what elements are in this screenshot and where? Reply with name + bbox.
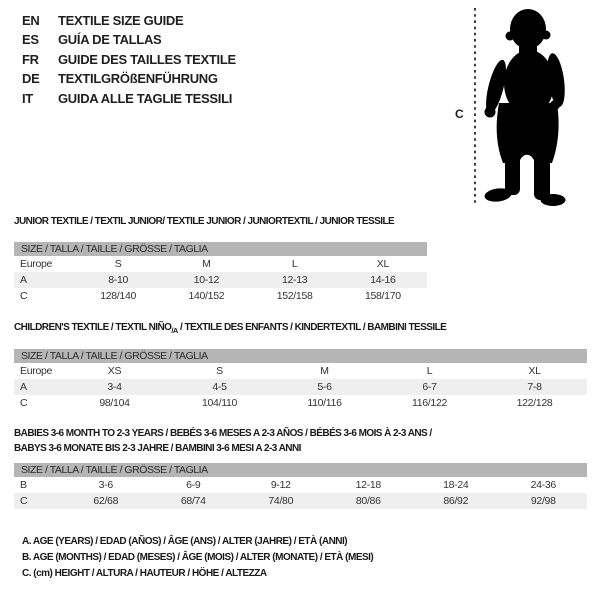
- title-part: CHILDREN'S TEXTILE / TEXTIL NIÑO: [14, 322, 172, 333]
- footnote-c: C. (cm) HEIGHT / ALTURA / HAUTEUR / HÖHE / ALTEZZA: [22, 568, 267, 580]
- lang-row-fr: [22, 50, 236, 69]
- table-row: [14, 493, 587, 509]
- table-cell: 8-10: [108, 274, 129, 286]
- table-cell: 3-4: [107, 381, 122, 393]
- lang-title: GUIDE DES TAILLES TEXTILE: [58, 51, 236, 67]
- footnote-b: B. AGE (MONTHS) / EDAD (MESES) / ÂGE (MOIS) / ALTER (MONATE) / ETÀ (MESI): [22, 552, 374, 564]
- table-row: [14, 395, 587, 411]
- table-cell: 62/68: [93, 495, 119, 507]
- lang-row-es: [22, 30, 236, 49]
- language-title-list: [22, 11, 236, 108]
- footnote-legend: [22, 534, 373, 583]
- table-cell: M: [320, 365, 329, 377]
- table-cell: 9-12: [270, 479, 291, 491]
- lang-title: TEXTILE SIZE GUIDE: [58, 13, 184, 28]
- size-header-bar: SIZE / TALLA / TAILLE / GRÖSSE / TAGLIA: [14, 242, 427, 256]
- table-cell: XS: [107, 365, 122, 377]
- row-label: Europe: [20, 258, 53, 270]
- lang-code: ES: [22, 32, 39, 48]
- table-cell: 14-16: [370, 274, 396, 286]
- table-cell: 152/158: [276, 290, 313, 302]
- table-row: [14, 477, 587, 493]
- table-cell: 158/170: [364, 290, 401, 302]
- table-cell: XL: [376, 258, 389, 270]
- table-row: [14, 272, 427, 288]
- row-label: C: [20, 290, 28, 302]
- table-cell: 86/92: [443, 495, 469, 507]
- table-title: [14, 322, 587, 337]
- size-header-bar: SIZE / TALLA / TAILLE / GRÖSSE / TAGLIA: [14, 463, 587, 477]
- table-cell: 110/116: [307, 397, 342, 409]
- lang-title: TEXTILGRÖßENFÜHRUNG: [58, 71, 218, 87]
- lang-code: EN: [22, 13, 40, 28]
- table-row: [14, 288, 427, 304]
- title-subscript: /A: [171, 326, 178, 335]
- row-label: C: [20, 495, 28, 507]
- table-cell: 6-7: [422, 381, 437, 393]
- table-cell: 5-6: [317, 381, 332, 393]
- table-cell: 98/104: [99, 397, 130, 409]
- table-cell: 68/74: [180, 495, 206, 507]
- row-label: A: [20, 381, 27, 393]
- lang-title: GUÍA DE TALLAS: [58, 32, 162, 48]
- table-title: JUNIOR TEXTILE / TEXTIL JUNIOR/ TEXTILE JUNIOR / JUNIORTEXTIL / JUNIOR TESSILE: [14, 216, 395, 227]
- footnote-a: A. AGE (YEARS) / EDAD (AÑOS) / ÂGE (ANS) / ALTER (JAHRE) / ETÀ (ANNI): [22, 536, 348, 547]
- table-cell: 104/110: [201, 397, 238, 409]
- table-cell: M: [202, 258, 211, 270]
- table-cell: 12-18: [355, 479, 381, 491]
- toddler-silhouette: [479, 5, 569, 207]
- table-cell: 7-8: [527, 381, 542, 393]
- table-cell: 18-24: [443, 479, 469, 491]
- table-cell: XL: [528, 365, 541, 377]
- height-measure-label: C: [455, 107, 464, 121]
- lang-row-de: [22, 69, 236, 88]
- row-label: A: [20, 274, 27, 286]
- row-label: C: [20, 397, 28, 409]
- lang-code: IT: [22, 90, 33, 106]
- table-title: BABIES 3-6 MONTH TO 2-3 YEARS / BEBÉS 3-6 MESES A 2-3 AÑOS / BÉBÉS 3-6 MOIS À 2-3 ANS /: [14, 428, 432, 439]
- lang-row-en: [22, 11, 236, 30]
- row-label: B: [20, 479, 27, 491]
- lang-code: DE: [22, 71, 40, 87]
- table-cell: 10-12: [193, 274, 220, 286]
- lang-title: GUIDA ALLE TAGLIE TESSILI: [58, 90, 233, 106]
- table-cell: 140/152: [188, 290, 225, 302]
- table-cell: 116/122: [411, 397, 448, 409]
- junior-size-table: [14, 216, 427, 304]
- height-dashed-line: [473, 8, 477, 206]
- table-cell: L: [426, 365, 433, 377]
- children-size-table: [14, 322, 587, 411]
- table-cell: 80/86: [355, 495, 381, 507]
- title-part: / TEXTILE DES ENFANTS / KINDERTEXTIL / BAMBINI TESSILE: [177, 322, 447, 333]
- row-label: Europe: [20, 365, 53, 377]
- table-cell: S: [114, 258, 122, 270]
- table-row: [14, 256, 427, 272]
- table-cell: 74/80: [268, 495, 294, 507]
- babies-size-table: [14, 427, 587, 509]
- table-row: [14, 379, 587, 395]
- table-cell: 6-9: [186, 479, 201, 491]
- table-row: [14, 363, 587, 379]
- table-title-line2: BABYS 3-6 MONATE BIS 2-3 JAHRE / BAMBINI 3-6 MESI A 2-3 ANNI: [14, 442, 301, 454]
- lang-row-it: [22, 89, 236, 108]
- table-cell: L: [291, 258, 298, 270]
- lang-code: FR: [22, 51, 39, 67]
- table-cell: 24-36: [530, 479, 556, 491]
- table-cell: 128/140: [100, 290, 137, 302]
- table-cell: 12-13: [281, 274, 308, 286]
- table-cell: 4-5: [212, 381, 227, 393]
- table-cell: S: [216, 365, 223, 377]
- table-cell: 122/128: [516, 397, 553, 409]
- size-header-bar: SIZE / TALLA / TAILLE / GRÖSSE / TAGLIA: [14, 349, 587, 363]
- table-cell: 3-6: [98, 479, 113, 491]
- table-cell: 92/98: [530, 495, 556, 507]
